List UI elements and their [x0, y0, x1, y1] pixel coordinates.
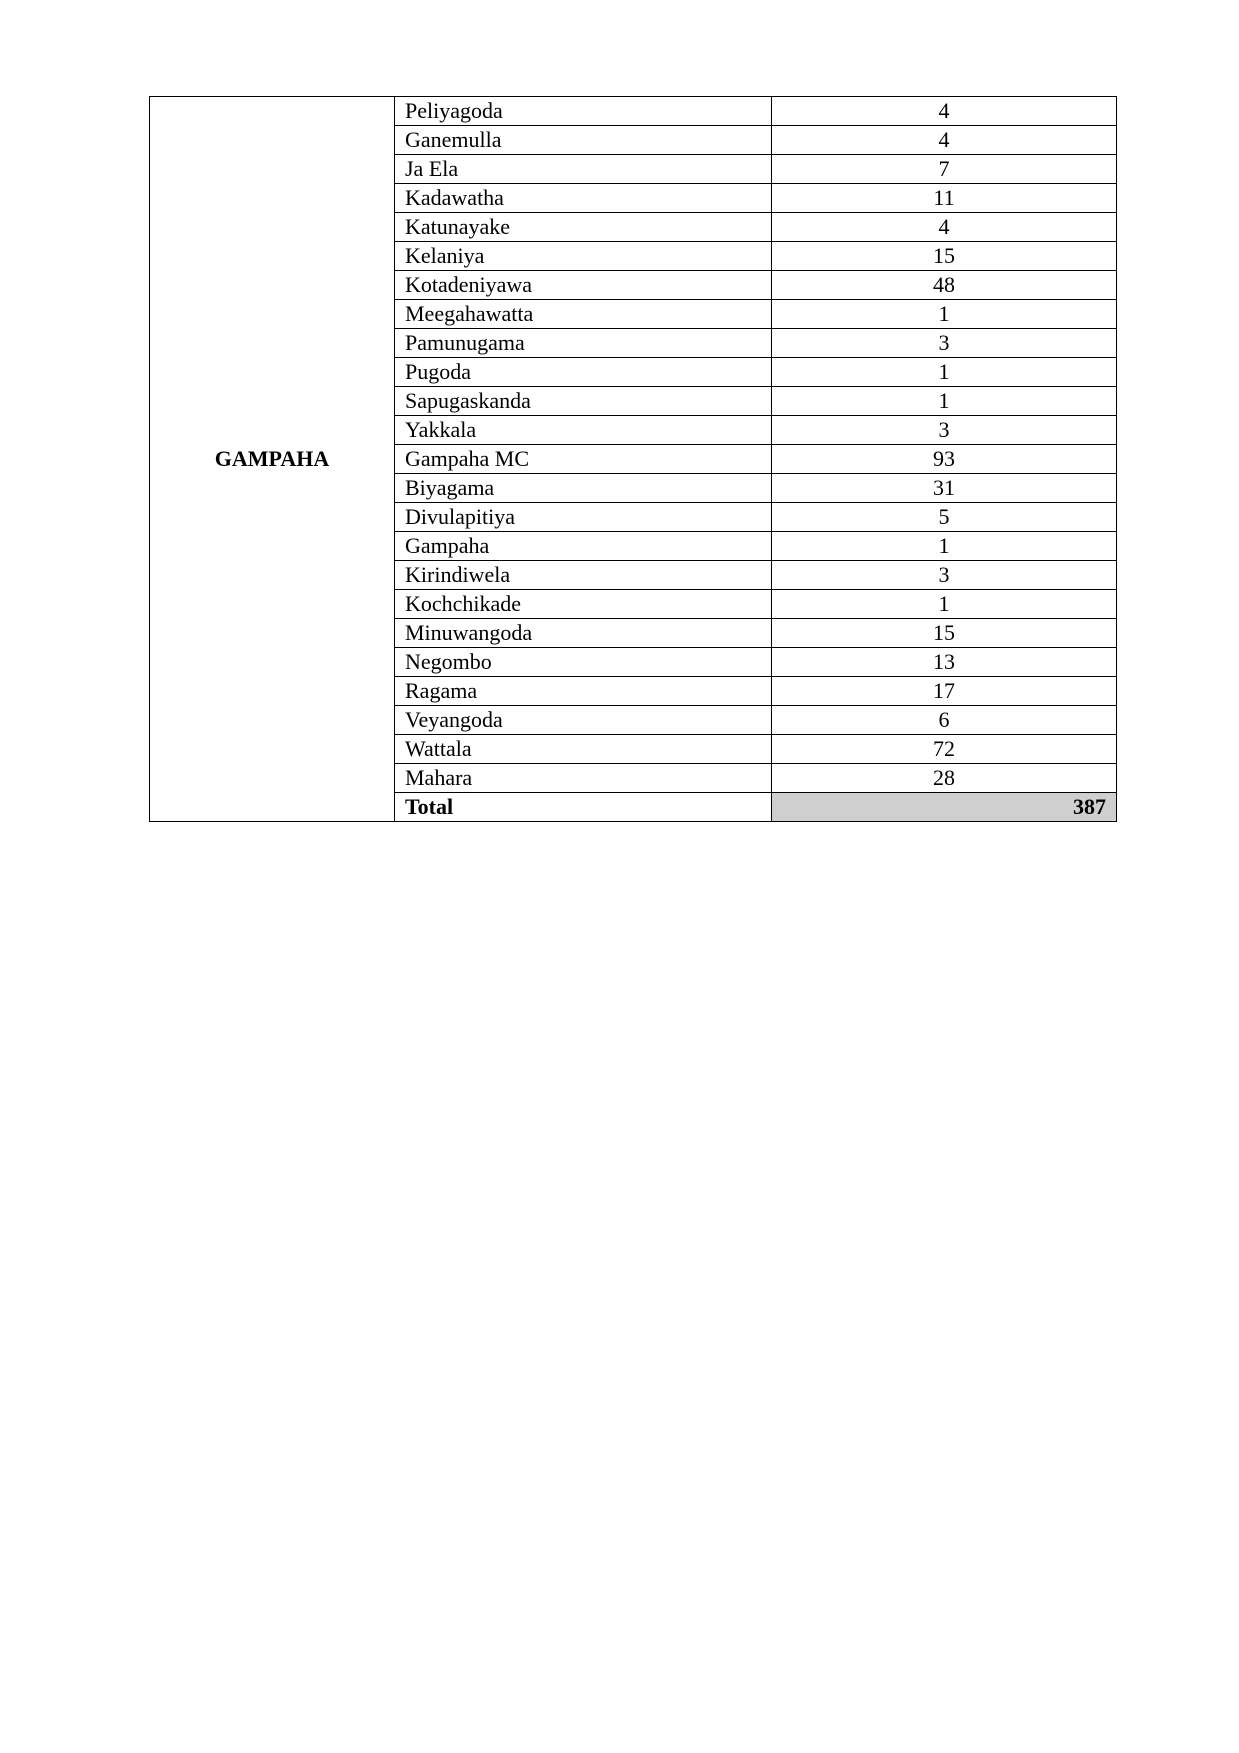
count-cell: 93 [772, 445, 1117, 474]
count-cell: 3 [772, 416, 1117, 445]
table-row [150, 97, 1117, 126]
area-name-cell: Wattala [395, 735, 772, 764]
total-value: 387 [772, 793, 1117, 822]
area-name-cell: Mahara [395, 764, 772, 793]
count-cell: 31 [772, 474, 1117, 503]
area-name-cell: Meegahawatta [395, 300, 772, 329]
count-cell: 48 [772, 271, 1117, 300]
count-cell: 5 [772, 503, 1117, 532]
count-cell: 1 [772, 532, 1117, 561]
area-name-cell: Pugoda [395, 358, 772, 387]
area-name-cell: Kotadeniyawa [395, 271, 772, 300]
count-cell: 17 [772, 677, 1117, 706]
area-name-cell: Peliyagoda [395, 97, 772, 126]
area-name-cell: Biyagama [395, 474, 772, 503]
district-name: GAMPAHA [150, 97, 395, 822]
count-cell: 4 [772, 213, 1117, 242]
total-label: Total [395, 793, 772, 822]
area-name-cell: Katunayake [395, 213, 772, 242]
count-cell: 6 [772, 706, 1117, 735]
count-cell: 1 [772, 590, 1117, 619]
area-name-cell: Gampaha [395, 532, 772, 561]
count-cell: 28 [772, 764, 1117, 793]
count-cell: 13 [772, 648, 1117, 677]
count-cell: 3 [772, 329, 1117, 358]
count-cell: 15 [772, 619, 1117, 648]
area-name-cell: Veyangoda [395, 706, 772, 735]
area-name-cell: Gampaha MC [395, 445, 772, 474]
area-name-cell: Sapugaskanda [395, 387, 772, 416]
area-name-cell: Negombo [395, 648, 772, 677]
area-name-cell: Kadawatha [395, 184, 772, 213]
area-name-cell: Pamunugama [395, 329, 772, 358]
count-cell: 1 [772, 358, 1117, 387]
count-cell: 15 [772, 242, 1117, 271]
area-name-cell: Minuwangoda [395, 619, 772, 648]
count-cell: 4 [772, 97, 1117, 126]
count-cell: 3 [772, 561, 1117, 590]
count-cell: 11 [772, 184, 1117, 213]
area-name-cell: Yakkala [395, 416, 772, 445]
area-name-cell: Ragama [395, 677, 772, 706]
count-cell: 72 [772, 735, 1117, 764]
count-cell: 7 [772, 155, 1117, 184]
count-cell: 1 [772, 300, 1117, 329]
area-name-cell: Ja Ela [395, 155, 772, 184]
count-cell: 4 [772, 126, 1117, 155]
count-cell: 1 [772, 387, 1117, 416]
area-name-cell: Ganemulla [395, 126, 772, 155]
area-name-cell: Kirindiwela [395, 561, 772, 590]
table-body [150, 97, 1117, 822]
district-count-table [149, 96, 1117, 822]
area-name-cell: Divulapitiya [395, 503, 772, 532]
area-name-cell: Kelaniya [395, 242, 772, 271]
area-name-cell: Kochchikade [395, 590, 772, 619]
